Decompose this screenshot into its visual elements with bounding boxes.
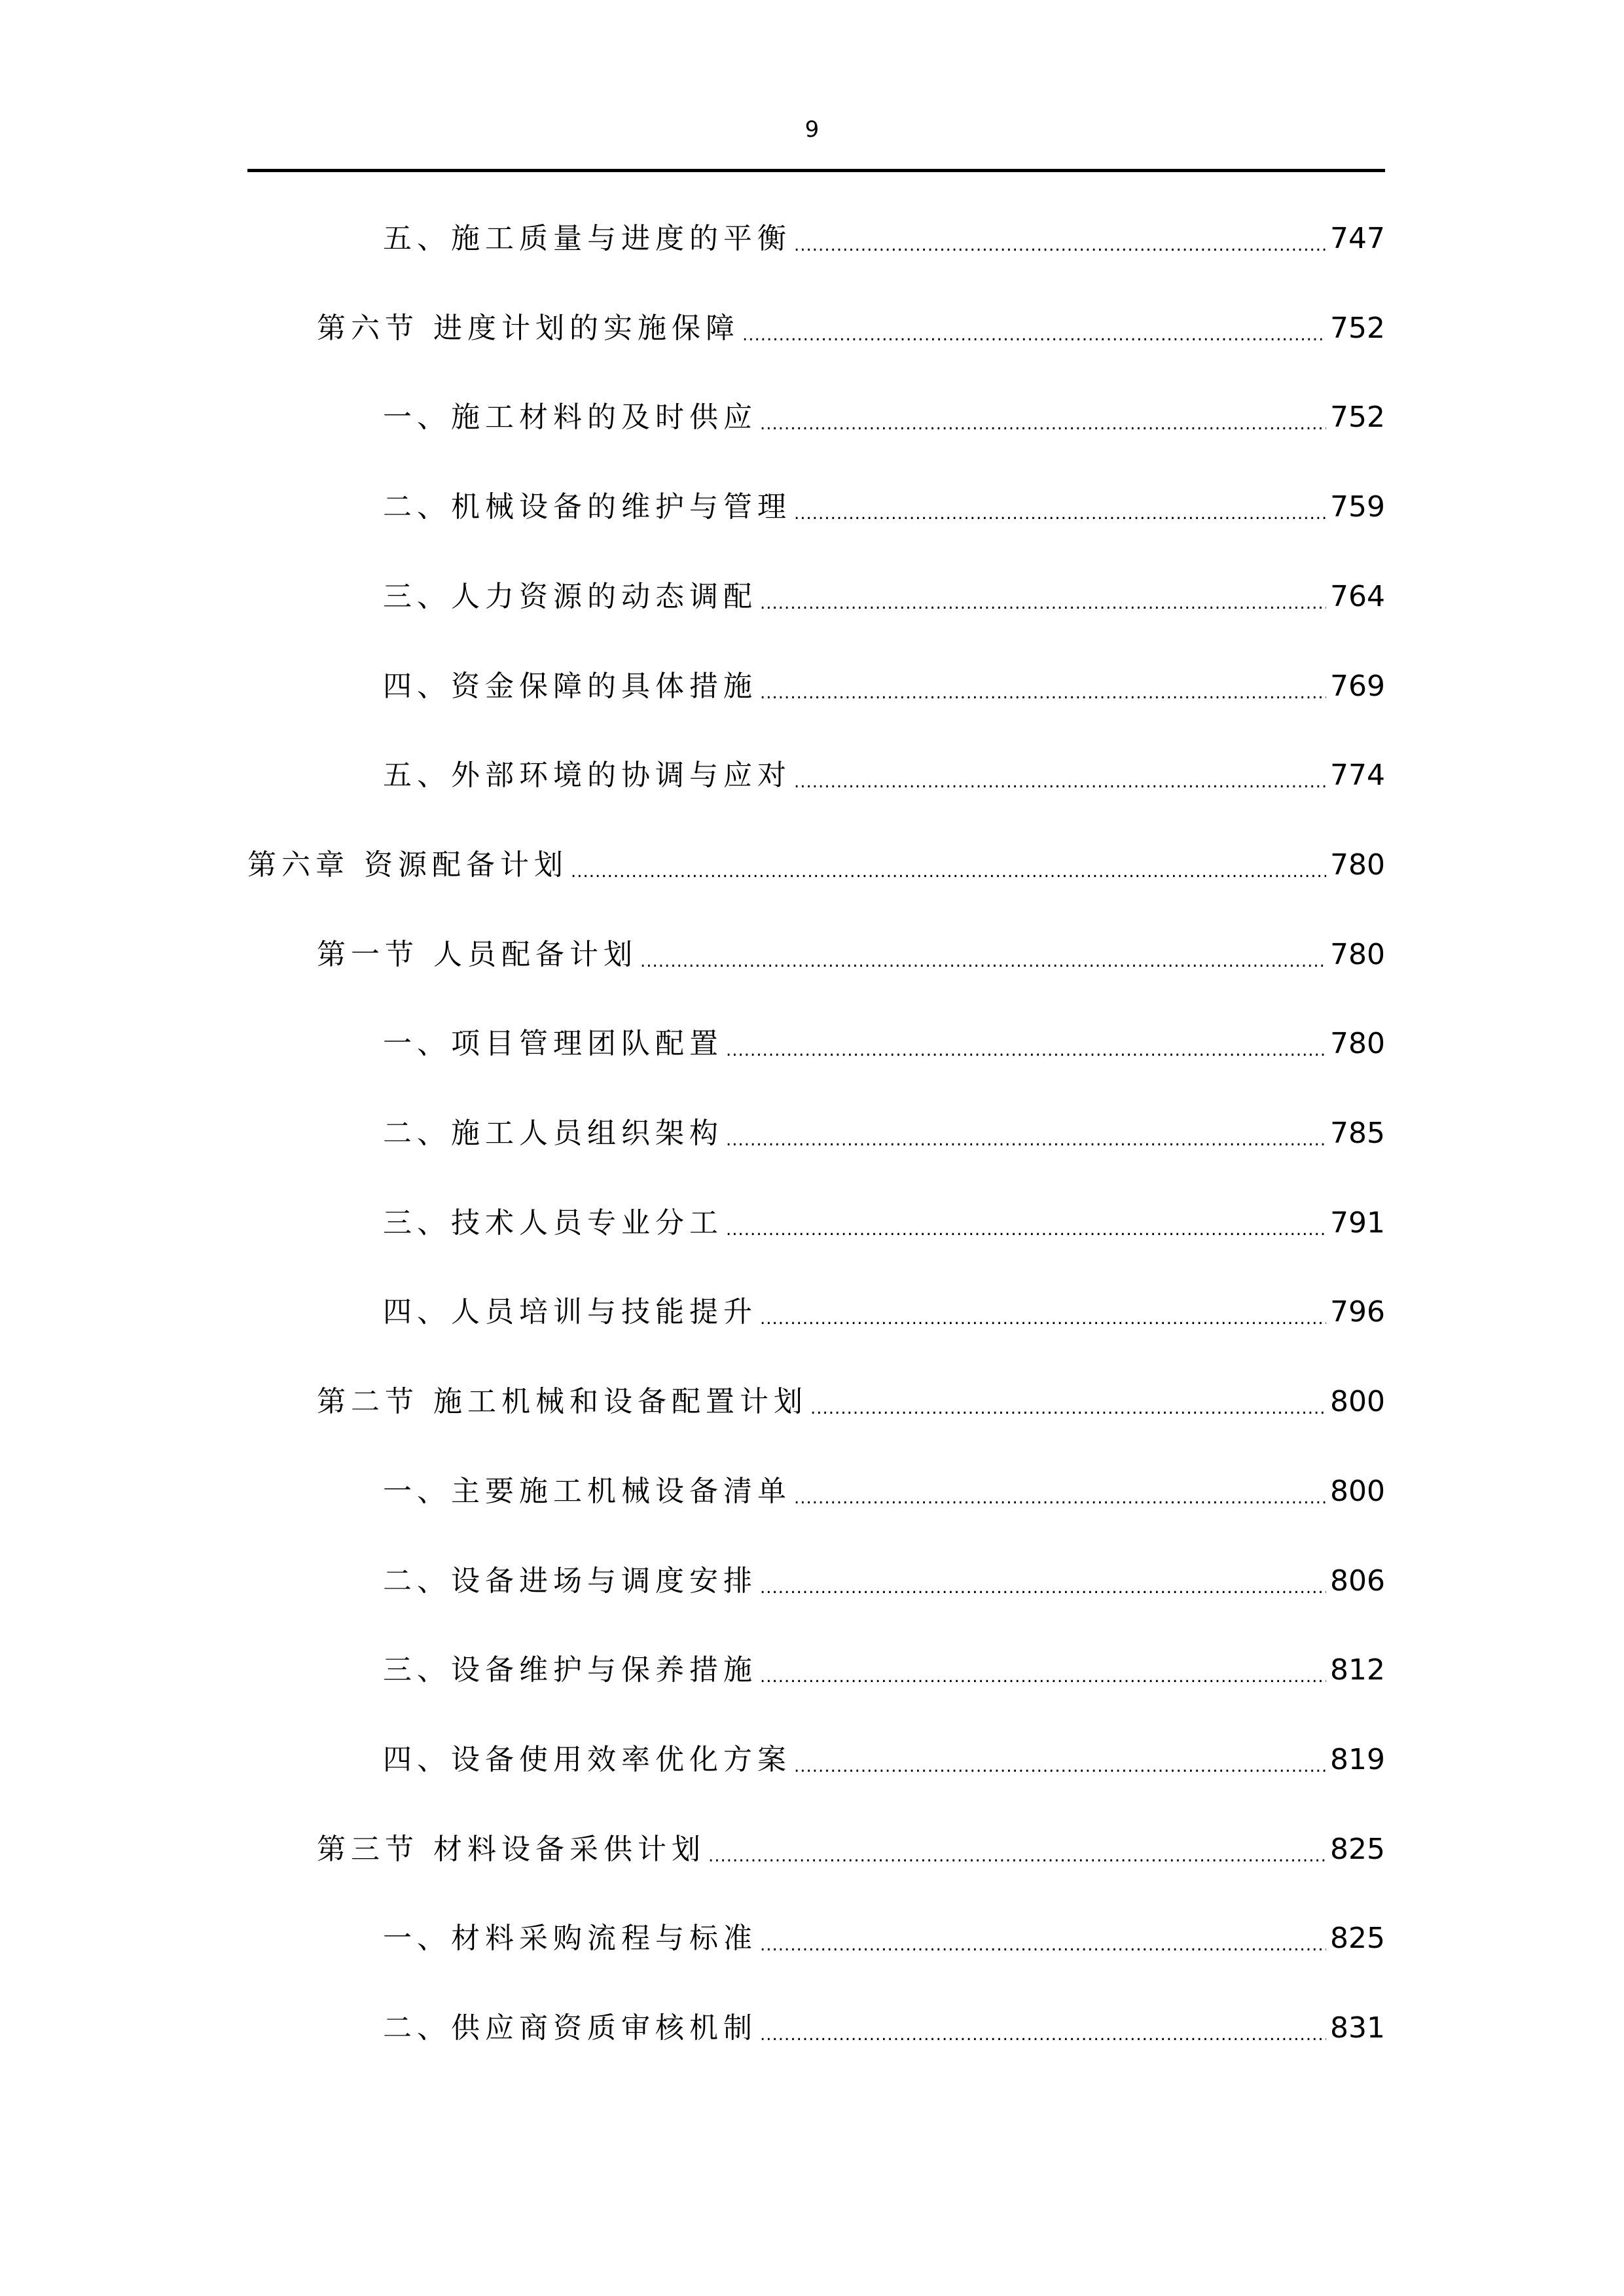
dot-leader [760,411,1326,437]
dot-leader [760,680,1326,706]
dot-leader [760,590,1326,617]
toc-entry-page: 752 [1330,311,1385,345]
toc-entry-page: 825 [1330,1922,1385,1956]
toc-entry[interactable] [383,756,1385,795]
toc-entry-page: 819 [1330,1742,1385,1776]
toc-entry-title: 三、技术人员专业分工 [383,1206,723,1240]
toc-entry[interactable] [383,1293,1385,1332]
toc-entry-title: 三、设备维护与保养措施 [383,1653,757,1687]
dot-leader [726,1037,1326,1064]
toc-entry[interactable] [383,1740,1385,1780]
toc-entry-title: 四、资金保障的具体措施 [383,669,757,703]
toc-entry[interactable] [383,219,1385,259]
toc-entry-page: 759 [1330,490,1385,524]
toc-entry-title: 四、人员培训与技能提升 [383,1295,757,1329]
toc-entry-title: 五、外部环境的协调与应对 [383,759,791,793]
toc-entry-page: 752 [1330,401,1385,435]
dot-leader [742,322,1326,348]
dot-leader [708,1843,1326,1869]
toc-entry[interactable] [383,577,1385,617]
toc-entry[interactable] [383,488,1385,527]
toc-entry[interactable] [383,1204,1385,1243]
toc-entry-title: 二、施工人员组织架构 [383,1117,723,1150]
toc-entry-title: 二、机械设备的维护与管理 [383,490,791,524]
toc-entry[interactable] [317,1830,1385,1869]
dot-leader [726,1217,1326,1243]
toc-entry-page: 774 [1330,759,1385,793]
toc-entry-page: 791 [1330,1206,1385,1240]
toc-entry-title: 一、施工材料的及时供应 [383,401,757,435]
toc-entry-page: 780 [1330,848,1385,882]
toc-entry[interactable] [383,398,1385,437]
dot-leader [760,1932,1326,1958]
toc-entry-title: 第二节 施工机械和设备配置计划 [317,1385,808,1419]
dot-leader [794,769,1326,795]
dot-leader [760,1306,1326,1332]
toc-entry[interactable] [317,935,1385,975]
toc-entry[interactable] [383,1024,1385,1064]
toc-entry[interactable] [383,1114,1385,1153]
toc-entry[interactable] [383,1919,1385,1958]
toc-entry-title: 五、施工质量与进度的平衡 [383,222,791,255]
toc-entry-title: 第一节 人员配备计划 [317,937,638,971]
toc-entry[interactable] [383,1651,1385,1690]
toc-entry-page: 747 [1330,222,1385,255]
toc-entry[interactable] [317,309,1385,348]
toc-entry-title: 三、人力资源的动态调配 [383,579,757,613]
dot-leader [571,859,1326,885]
toc-entry[interactable] [383,667,1385,706]
toc-entry-title: 四、设备使用效率优化方案 [383,1742,791,1776]
toc-entry-page: 825 [1330,1832,1385,1866]
dot-leader [794,1485,1326,1511]
dot-leader [760,1664,1326,1690]
toc-entry-title: 第六章 资源配备计划 [247,848,568,882]
toc-entry-page: 780 [1330,1027,1385,1061]
dot-leader [794,1753,1326,1780]
toc-entry-page: 831 [1330,2011,1385,2045]
toc-entry-page: 764 [1330,579,1385,613]
page-number: 9 [804,117,820,143]
dot-leader [794,232,1326,259]
dot-leader [760,2022,1326,2048]
toc-entry-page: 812 [1330,1653,1385,1687]
toc-entry[interactable] [317,1382,1385,1422]
toc-entry[interactable] [247,846,1385,885]
dot-leader [794,501,1326,527]
toc-entry[interactable] [383,1562,1385,1601]
toc-entry[interactable] [383,2009,1385,2048]
toc-entry-title: 二、设备进场与调度安排 [383,1564,757,1598]
dot-leader [810,1395,1326,1422]
toc-entry-page: 769 [1330,669,1385,703]
toc-entry-page: 800 [1330,1474,1385,1508]
toc-entry-page: 806 [1330,1564,1385,1598]
toc-entry-page: 796 [1330,1295,1385,1329]
toc-entry-page: 800 [1330,1385,1385,1419]
toc-entry-title: 二、供应商资质审核机制 [383,2011,757,2045]
dot-leader [640,948,1326,975]
toc-entry-title: 一、主要施工机械设备清单 [383,1474,791,1508]
toc-entry-title: 一、项目管理团队配置 [383,1027,723,1061]
toc-entry-page: 780 [1330,937,1385,971]
toc-entry-title: 第六节 进度计划的实施保障 [317,311,740,345]
toc-entry-title: 一、材料采购流程与标准 [383,1922,757,1956]
dot-leader [726,1127,1326,1153]
toc-entry-title: 第三节 材料设备采供计划 [317,1832,706,1866]
toc-entry-page: 785 [1330,1117,1385,1150]
toc-entry[interactable] [383,1472,1385,1511]
header-rule [247,169,1385,172]
dot-leader [760,1575,1326,1601]
